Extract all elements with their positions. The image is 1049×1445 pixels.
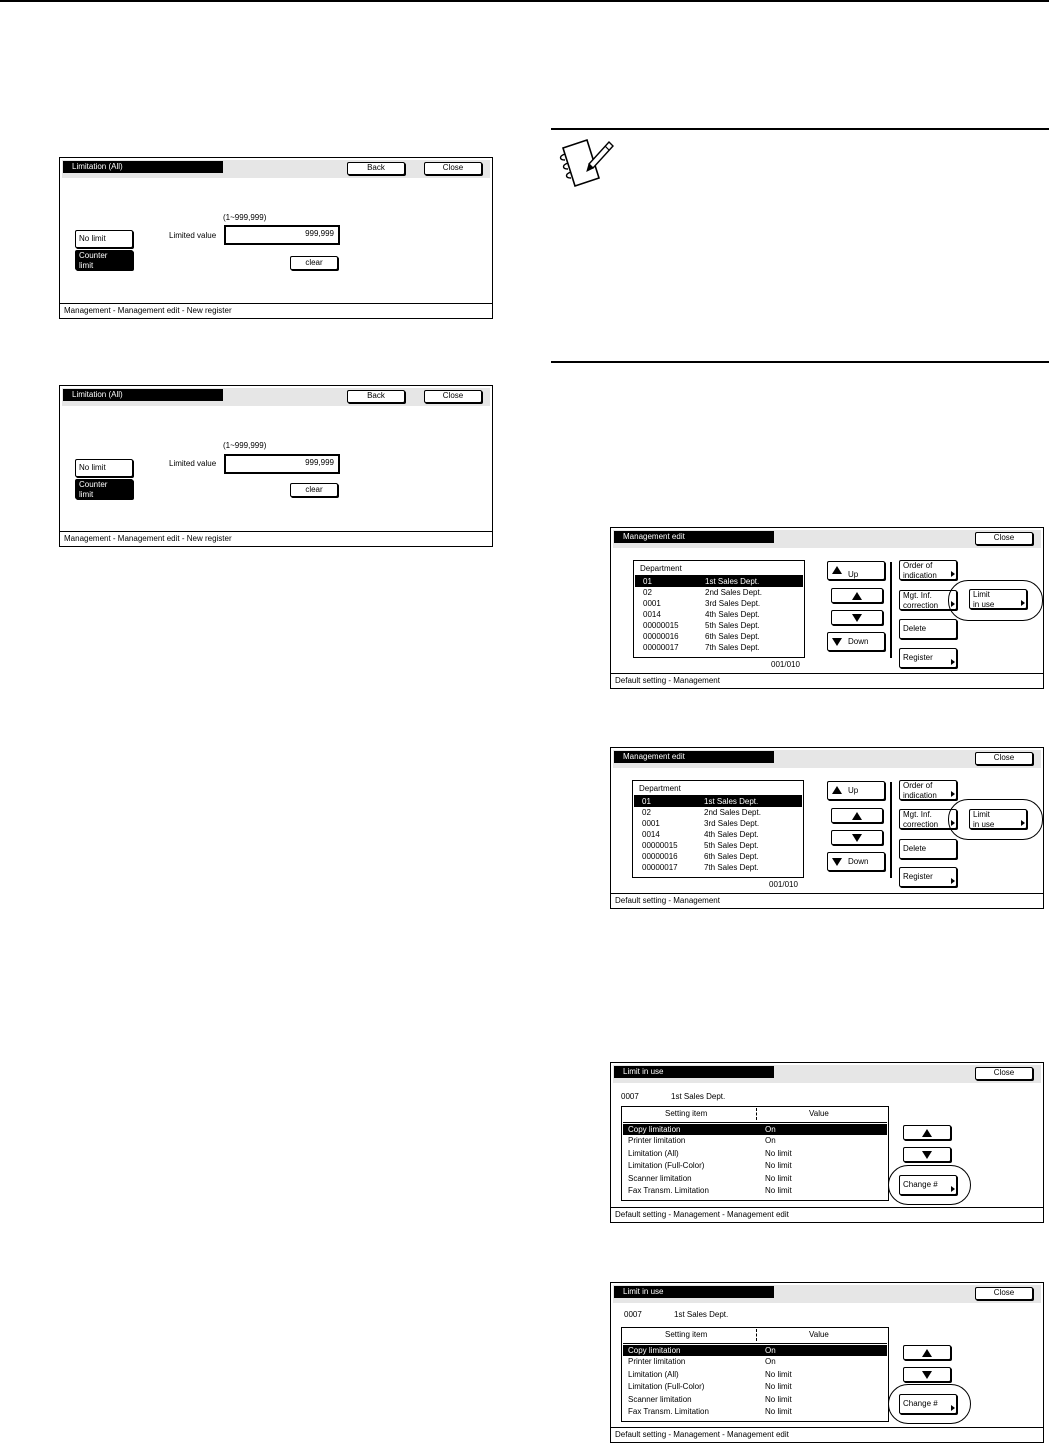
setting-item: Printer limitation: [628, 1357, 686, 1366]
list-header: Department: [634, 781, 802, 796]
dept-name: 5th Sales Dept.: [704, 841, 759, 850]
table-row[interactable]: [623, 1135, 887, 1148]
table-row[interactable]: [623, 1148, 887, 1161]
dept-code: 00000015: [642, 841, 678, 850]
scroll-down-icon: [852, 834, 862, 842]
panel-footer: Default setting - Management: [611, 673, 1043, 688]
back-label: Back: [367, 163, 385, 172]
limitation-panel: [59, 385, 493, 547]
limit-in-use-button[interactable]: [969, 589, 1027, 609]
column-divider: [756, 1329, 757, 1341]
setting-item: Limitation (Full-Color): [628, 1161, 705, 1170]
arrow-right-icon: [1021, 820, 1025, 826]
down-label: Down: [848, 857, 869, 866]
setting-value: On: [765, 1357, 776, 1366]
dept-code: 0014: [642, 830, 660, 839]
setting-value: No limit: [765, 1407, 792, 1416]
mgt-label: Mgt. Inf. correction: [903, 591, 939, 610]
down-button[interactable]: [827, 852, 885, 871]
register-label: Register: [903, 653, 933, 662]
col-value: Value: [809, 1330, 829, 1339]
list-item[interactable]: [635, 587, 803, 598]
dept-code: 0001: [642, 819, 660, 828]
dept-code: 00000015: [643, 621, 679, 630]
table-row[interactable]: [623, 1381, 887, 1394]
range-label: (1~999,999): [223, 441, 267, 450]
counter-limit-button[interactable]: [75, 250, 133, 270]
list-item[interactable]: [634, 807, 802, 818]
column-divider: [756, 1108, 757, 1120]
setting-value: No limit: [765, 1148, 792, 1158]
department-list[interactable]: [633, 560, 805, 658]
list-item[interactable]: [634, 829, 802, 840]
down-arrow-icon: [832, 858, 842, 866]
order-of-indication-button[interactable]: [899, 780, 957, 800]
arrow-right-icon: [951, 659, 955, 665]
limited-value-label: Limited value: [169, 459, 217, 468]
limit-label: Limit in use: [973, 810, 995, 829]
setting-value: No limit: [765, 1161, 792, 1170]
register-label: Register: [903, 872, 933, 881]
col-value: Value: [809, 1109, 829, 1118]
setting-value: No limit: [765, 1186, 792, 1195]
up-arrow-icon: [832, 786, 842, 794]
up-arrow-icon: [832, 566, 842, 574]
arrow-right-icon: [1021, 600, 1025, 606]
dept-name: 7th Sales Dept.: [704, 863, 759, 872]
counter-limit-label: Counter limit: [79, 480, 108, 499]
panel-title: Management edit: [614, 531, 774, 543]
panel-title: Limit in use: [614, 1286, 774, 1298]
panel-footer: Management - Management edit - New register: [60, 531, 492, 546]
list-item[interactable]: [635, 598, 803, 609]
change-number-button[interactable]: [899, 1394, 957, 1414]
clear-label: clear: [305, 485, 323, 494]
list-item[interactable]: [635, 642, 803, 653]
up-label: Up: [848, 786, 859, 795]
dept-code: 02: [642, 808, 651, 817]
close-button[interactable]: [975, 752, 1033, 765]
note-top-rule: [551, 128, 1049, 130]
delete-label: Delete: [903, 624, 927, 633]
management-edit-panel: [610, 527, 1044, 689]
dept-code: 00000016: [642, 852, 678, 861]
delete-label: Delete: [903, 844, 927, 853]
setting-item: Scanner limitation: [628, 1394, 692, 1404]
order-label: Order of indication: [903, 781, 937, 800]
setting-item: Copy limitation: [628, 1346, 681, 1355]
limit-label: Limit in use: [973, 590, 995, 609]
dept-code: 00000017: [643, 643, 679, 652]
panel-footer: Management - Management edit - New register: [60, 303, 492, 318]
list-item[interactable]: [634, 818, 802, 829]
panel-footer: Default setting - Management: [611, 893, 1043, 908]
change-label: Change #: [903, 1399, 938, 1408]
limitation-panel: [59, 157, 493, 319]
limit-in-use-panel: [610, 1282, 1044, 1443]
register-button[interactable]: [899, 867, 957, 887]
arrow-right-icon: [951, 878, 955, 884]
list-item[interactable]: [635, 609, 803, 620]
setting-item: Limitation (All): [628, 1148, 679, 1158]
arrow-right-icon: [951, 571, 955, 577]
close-button[interactable]: [975, 1287, 1033, 1300]
panel-footer: Default setting - Management - Management edit: [611, 1207, 1043, 1222]
counter-limit-label: Counter limit: [79, 251, 108, 270]
setting-value: On: [765, 1136, 776, 1145]
settings-table[interactable]: [621, 1106, 889, 1201]
arrow-right-icon: [951, 1405, 955, 1411]
delete-button[interactable]: [899, 839, 957, 859]
clear-button[interactable]: [290, 483, 338, 497]
dept-name: 1st Sales Dept.: [674, 1310, 729, 1319]
change-number-button[interactable]: [899, 1175, 957, 1195]
up-button[interactable]: [827, 561, 885, 580]
no-limit-button[interactable]: [75, 459, 133, 477]
up-label: Up: [848, 570, 859, 579]
delete-button[interactable]: [899, 619, 957, 639]
back-label: Back: [367, 391, 385, 400]
scroll-up-button[interactable]: [903, 1125, 951, 1140]
setting-value: No limit: [765, 1369, 792, 1379]
table-row[interactable]: [623, 1406, 887, 1419]
dept-name: 5th Sales Dept.: [705, 621, 760, 630]
col-setting-item: Setting item: [665, 1330, 708, 1339]
note-bottom-rule: [551, 361, 1049, 363]
dept-code: 0014: [643, 610, 661, 619]
table-row[interactable]: [623, 1160, 887, 1173]
dept-code: 02: [643, 588, 652, 597]
no-limit-label: No limit: [79, 234, 106, 243]
back-button[interactable]: [347, 390, 405, 403]
table-row[interactable]: [623, 1345, 887, 1356]
table-row[interactable]: [623, 1394, 887, 1407]
setting-value: No limit: [765, 1394, 792, 1404]
scroll-down-icon: [852, 614, 862, 622]
limit-in-use-panel: [610, 1062, 1044, 1223]
setting-item: Limitation (All): [628, 1369, 679, 1379]
down-arrow-icon: [832, 638, 842, 646]
up-button[interactable]: [827, 781, 885, 800]
settings-table[interactable]: [621, 1327, 889, 1422]
page-indicator: 001/010: [771, 660, 800, 669]
register-button[interactable]: [899, 648, 957, 668]
dept-name: 6th Sales Dept.: [705, 632, 760, 641]
setting-value: No limit: [765, 1173, 792, 1183]
scroll-up-button[interactable]: [831, 808, 883, 823]
scroll-down-button[interactable]: [831, 830, 883, 845]
setting-item: Copy limitation: [628, 1125, 681, 1134]
list-item[interactable]: [634, 796, 802, 807]
dept-code: 01: [642, 797, 651, 806]
close-label: Close: [442, 163, 464, 172]
list-item[interactable]: [635, 620, 803, 631]
table-row[interactable]: [623, 1173, 887, 1186]
page-top-rule: [0, 0, 1049, 2]
counter-limit-button[interactable]: [75, 479, 133, 499]
department-list[interactable]: [632, 780, 804, 878]
mgt-label: Mgt. Inf. correction: [903, 810, 939, 829]
close-label: Close: [993, 1288, 1015, 1297]
down-label: Down: [848, 637, 869, 646]
col-setting-item: Setting item: [665, 1109, 708, 1118]
dept-code: 00000016: [643, 632, 679, 641]
dept-code: 0007: [624, 1310, 642, 1319]
list-item[interactable]: [634, 862, 802, 873]
list-item[interactable]: [634, 851, 802, 862]
table-header: [623, 1107, 887, 1123]
dept-code: 0007: [621, 1092, 639, 1101]
list-header: Department: [635, 561, 803, 576]
scroll-down-button[interactable]: [831, 610, 883, 625]
notepad-icon: [553, 134, 615, 198]
limited-value-field[interactable]: 999,999: [224, 454, 340, 474]
table-row[interactable]: [623, 1185, 887, 1198]
close-button[interactable]: [424, 162, 482, 175]
setting-value: On: [765, 1346, 776, 1355]
panel-title: Limitation (All): [63, 161, 223, 173]
scroll-down-button[interactable]: [903, 1367, 951, 1382]
setting-item: Limitation (Full-Color): [628, 1382, 705, 1391]
dept-name: 2nd Sales Dept.: [705, 588, 762, 597]
scroll-down-icon: [922, 1151, 932, 1159]
setting-item: Fax Transm. Limitation: [628, 1407, 709, 1416]
table-header: [623, 1328, 887, 1344]
dept-name: 7th Sales Dept.: [705, 643, 760, 652]
back-button[interactable]: [347, 162, 405, 175]
list-item[interactable]: [634, 840, 802, 851]
arrow-right-icon: [951, 1186, 955, 1192]
separator: [890, 562, 892, 658]
dept-name: 1st Sales Dept.: [704, 797, 759, 806]
table-row[interactable]: [623, 1356, 887, 1369]
dept-name: 1st Sales Dept.: [705, 577, 760, 586]
setting-item: Fax Transm. Limitation: [628, 1186, 709, 1195]
scroll-down-icon: [922, 1371, 932, 1379]
panel-footer: Default setting - Management - Management edit: [611, 1427, 1043, 1442]
close-button[interactable]: [975, 1067, 1033, 1080]
no-limit-button[interactable]: [75, 230, 133, 248]
scroll-down-button[interactable]: [903, 1147, 951, 1162]
setting-value: No limit: [765, 1382, 792, 1391]
range-label: (1~999,999): [223, 213, 267, 222]
limit-in-use-button[interactable]: [969, 809, 1027, 829]
scroll-up-icon: [922, 1129, 932, 1137]
scroll-up-icon: [852, 812, 862, 820]
dept-name: 4th Sales Dept.: [705, 610, 760, 619]
close-label: Close: [993, 533, 1015, 542]
arrow-right-icon: [951, 791, 955, 797]
dept-name: 3rd Sales Dept.: [705, 599, 761, 608]
table-row[interactable]: [623, 1124, 887, 1135]
scroll-up-icon: [922, 1349, 932, 1357]
dept-name: 4th Sales Dept.: [704, 830, 759, 839]
dept-name: 2nd Sales Dept.: [704, 808, 761, 817]
scroll-up-button[interactable]: [831, 588, 883, 603]
limited-value-label: Limited value: [169, 231, 217, 240]
clear-label: clear: [305, 258, 323, 267]
order-label: Order of indication: [903, 561, 937, 580]
separator: [890, 782, 892, 878]
setting-item: Printer limitation: [628, 1136, 686, 1145]
panel-title: Limit in use: [614, 1066, 774, 1078]
list-item[interactable]: [635, 631, 803, 642]
dept-code: 00000017: [642, 863, 678, 872]
down-button[interactable]: [827, 632, 885, 651]
table-row[interactable]: [623, 1369, 887, 1382]
order-of-indication-button[interactable]: [899, 560, 957, 580]
scroll-up-icon: [852, 592, 862, 600]
scroll-up-button[interactable]: [903, 1345, 951, 1360]
page-indicator: 001/010: [769, 880, 798, 889]
clear-button[interactable]: [290, 256, 338, 270]
setting-value: On: [765, 1125, 776, 1134]
close-button[interactable]: [975, 532, 1033, 545]
dept-name: 1st Sales Dept.: [671, 1092, 726, 1101]
management-edit-panel: [610, 747, 1044, 909]
change-label: Change #: [903, 1180, 938, 1189]
limited-value-field[interactable]: 999,999: [224, 225, 340, 245]
no-limit-label: No limit: [79, 463, 106, 472]
close-label: Close: [993, 753, 1015, 762]
dept-code: 0001: [643, 599, 661, 608]
dept-name: 3rd Sales Dept.: [704, 819, 760, 828]
setting-item: Scanner limitation: [628, 1173, 692, 1183]
close-label: Close: [993, 1068, 1015, 1077]
dept-name: 6th Sales Dept.: [704, 852, 759, 861]
close-button[interactable]: [424, 390, 482, 403]
panel-title: Management edit: [614, 751, 774, 763]
panel-title: Limitation (All): [63, 389, 223, 401]
list-item[interactable]: [635, 576, 803, 587]
dept-code: 01: [643, 577, 652, 586]
close-label: Close: [442, 391, 464, 400]
